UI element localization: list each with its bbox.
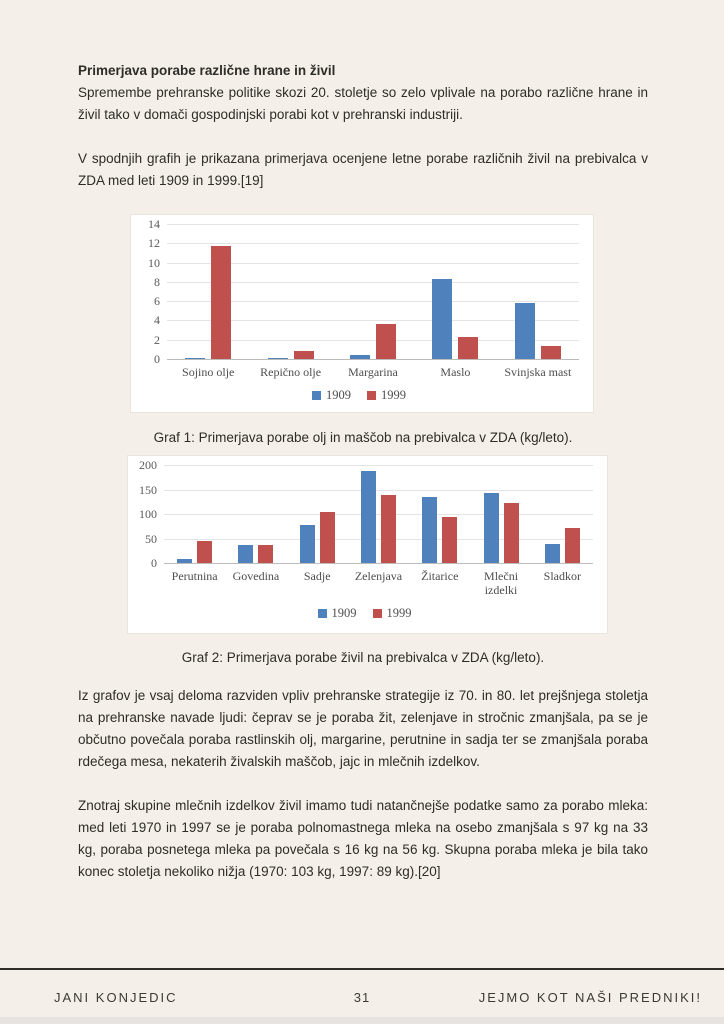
chart-legend [139, 388, 579, 403]
bar-1909 [350, 355, 370, 359]
bar-groups [167, 224, 579, 359]
legend-item [373, 606, 412, 621]
plot-area [167, 224, 579, 360]
page-number: 31 [353, 990, 371, 1005]
bar-1909 [361, 471, 376, 563]
y-axis-label: 14 [148, 217, 160, 231]
bar-group [484, 493, 519, 563]
chart-foods [127, 455, 608, 634]
x-axis-labels [164, 569, 593, 597]
y-axis-label: 12 [148, 236, 160, 251]
page-footer [0, 968, 724, 1024]
bar-group [238, 545, 273, 563]
section-heading: Primerjava porabe različne hrane in živil [78, 63, 336, 78]
paragraph-intro: Spremembe prehranske politike skozi 20. stoletje so zelo vplivale na porabo različne hrane in živil tako v domači gospodinjski porabi kot v prehranski industriji. [78, 85, 648, 122]
bar-1909 [515, 303, 535, 359]
footer-book-title: JEJMO KOT NAŠI PREDNIKI! [478, 990, 702, 1005]
bar-1999 [504, 503, 519, 563]
x-axis-labels [167, 365, 579, 379]
x-axis-label: Sadje [303, 569, 331, 583]
legend-item [367, 388, 406, 403]
y-axis-label: 0 [151, 556, 157, 570]
plot-area-wrap [167, 224, 579, 379]
y-axis-label: 50 [145, 531, 157, 546]
bar-groups [164, 465, 593, 563]
y-axis-label: 10 [148, 255, 160, 270]
y-axis-label: 8 [154, 274, 160, 289]
page-bottom-edge [0, 1017, 724, 1024]
bar-1909 [422, 497, 437, 563]
x-axis-label: Repično olje [260, 365, 322, 379]
y-axis-label: 6 [154, 294, 160, 309]
x-axis-label: Zelenjava [354, 569, 403, 583]
bar-1999 [565, 528, 580, 563]
legend-swatch-1999 [367, 391, 376, 400]
y-axis-label: 100 [139, 507, 157, 521]
paragraph-analysis: Iz grafov je vsaj deloma razviden vpliv prehranske strategije iz 70. in 80. let prejšnjega stoletja na prehranske navade ljudi: čeprav se je poraba žit, zelenjave in stročnic zmanjšala, pa se je občutno povečala poraba rastlinskih olj, margarine, perutnine in sadja ter se zmanjšala poraba rdečega mesa, nekaterih živalskih maščob, jajc in mlečnih izdelkov. [78, 688, 648, 769]
figure-caption-1: Graf 1: Primerjava porabe olj in maščob na prebivalca v ZDA (kg/leto). [153, 430, 573, 445]
bar-1909 [238, 545, 253, 563]
legend-label: 1999 [386, 606, 412, 620]
y-axis-label: 150 [139, 482, 157, 497]
bar-1909 [484, 493, 499, 563]
bar-group [268, 351, 314, 359]
plot-area-wrap [164, 465, 593, 597]
bar-1999 [376, 324, 396, 359]
bar-1999 [258, 545, 273, 563]
bar-group [422, 497, 457, 563]
bar-1999 [197, 541, 212, 563]
chart-oils-fats [130, 214, 594, 413]
figure-caption-2: Graf 2: Primerjava porabe živil na prebivalca v ZDA (kg/leto). [181, 650, 545, 665]
bar-group [350, 324, 396, 359]
bar-1909 [300, 525, 315, 563]
x-axis-label: Govedina [232, 569, 280, 583]
y-axis-label: 4 [154, 313, 160, 328]
x-axis-label: Perutnina [171, 569, 218, 583]
footer-row [0, 970, 724, 1005]
x-axis-label: Maslo [440, 365, 471, 379]
x-axis-label: Mlečni izdelki [484, 569, 519, 597]
legend-item [318, 606, 357, 621]
bar-group [545, 528, 580, 563]
x-axis-label: Sojino olje [182, 365, 235, 379]
y-axis-label: 0 [154, 352, 160, 366]
bar-1999 [381, 495, 396, 563]
bar-group [300, 512, 335, 563]
bar-1909 [268, 358, 288, 359]
bar-1999 [458, 337, 478, 359]
bar-group [515, 303, 561, 359]
x-axis-label: Svinjska mast [504, 365, 572, 379]
x-axis-label: Sladkor [543, 569, 581, 583]
legend-label: 1909 [326, 388, 351, 402]
chart-legend [136, 606, 593, 621]
y-axis [136, 458, 164, 570]
legend-item [312, 388, 351, 403]
legend-label: 1909 [331, 606, 357, 620]
bar-1909 [177, 559, 192, 563]
bar-1999 [211, 246, 231, 359]
plot-area [164, 465, 593, 564]
x-axis-label: Žitarice [421, 569, 459, 583]
bar-1999 [294, 351, 314, 359]
bar-1999 [320, 512, 335, 563]
bar-1909 [545, 544, 560, 563]
bar-group [432, 279, 478, 359]
y-axis-label: 2 [154, 332, 160, 347]
legend-swatch-1909 [312, 391, 321, 400]
footer-author: JANI KONJEDIC [54, 990, 178, 1005]
bar-1999 [541, 346, 561, 359]
bar-group [185, 246, 231, 359]
bar-group [177, 541, 212, 563]
bar-1909 [185, 358, 205, 359]
legend-swatch-1999 [373, 609, 382, 618]
bar-1909 [432, 279, 452, 359]
y-axis-label: 200 [139, 458, 157, 472]
chart-body [139, 217, 579, 379]
y-axis [139, 217, 167, 366]
bar-1999 [442, 517, 457, 563]
x-axis-label: Margarina [348, 365, 398, 379]
legend-swatch-1909 [318, 609, 327, 618]
legend-label: 1999 [381, 388, 406, 402]
bar-group [361, 471, 396, 563]
paragraph-milk: Znotraj skupine mlečnih izdelkov živil imamo tudi natančnejše podatke samo za porabo mleka: med leti 1970 in 1997 se je poraba polnomastnega mleka na osebo zmanjšala s 97 kg na 33 kg, poraba posnetega mleka pa povečala s 16 kg na 56 kg. Skupna poraba mleka je bila tako konec stoletja nekoliko nižja (1970: 103 kg, 1997: 89 kg).[20] [78, 798, 648, 879]
chart-body [136, 458, 593, 597]
paragraph-graphs-intro: V spodnjih grafih je prikazana primerjava ocenjene letne porabe različnih živil na prebivalca v ZDA med leti 1909 in 1999.[19] [78, 151, 648, 188]
